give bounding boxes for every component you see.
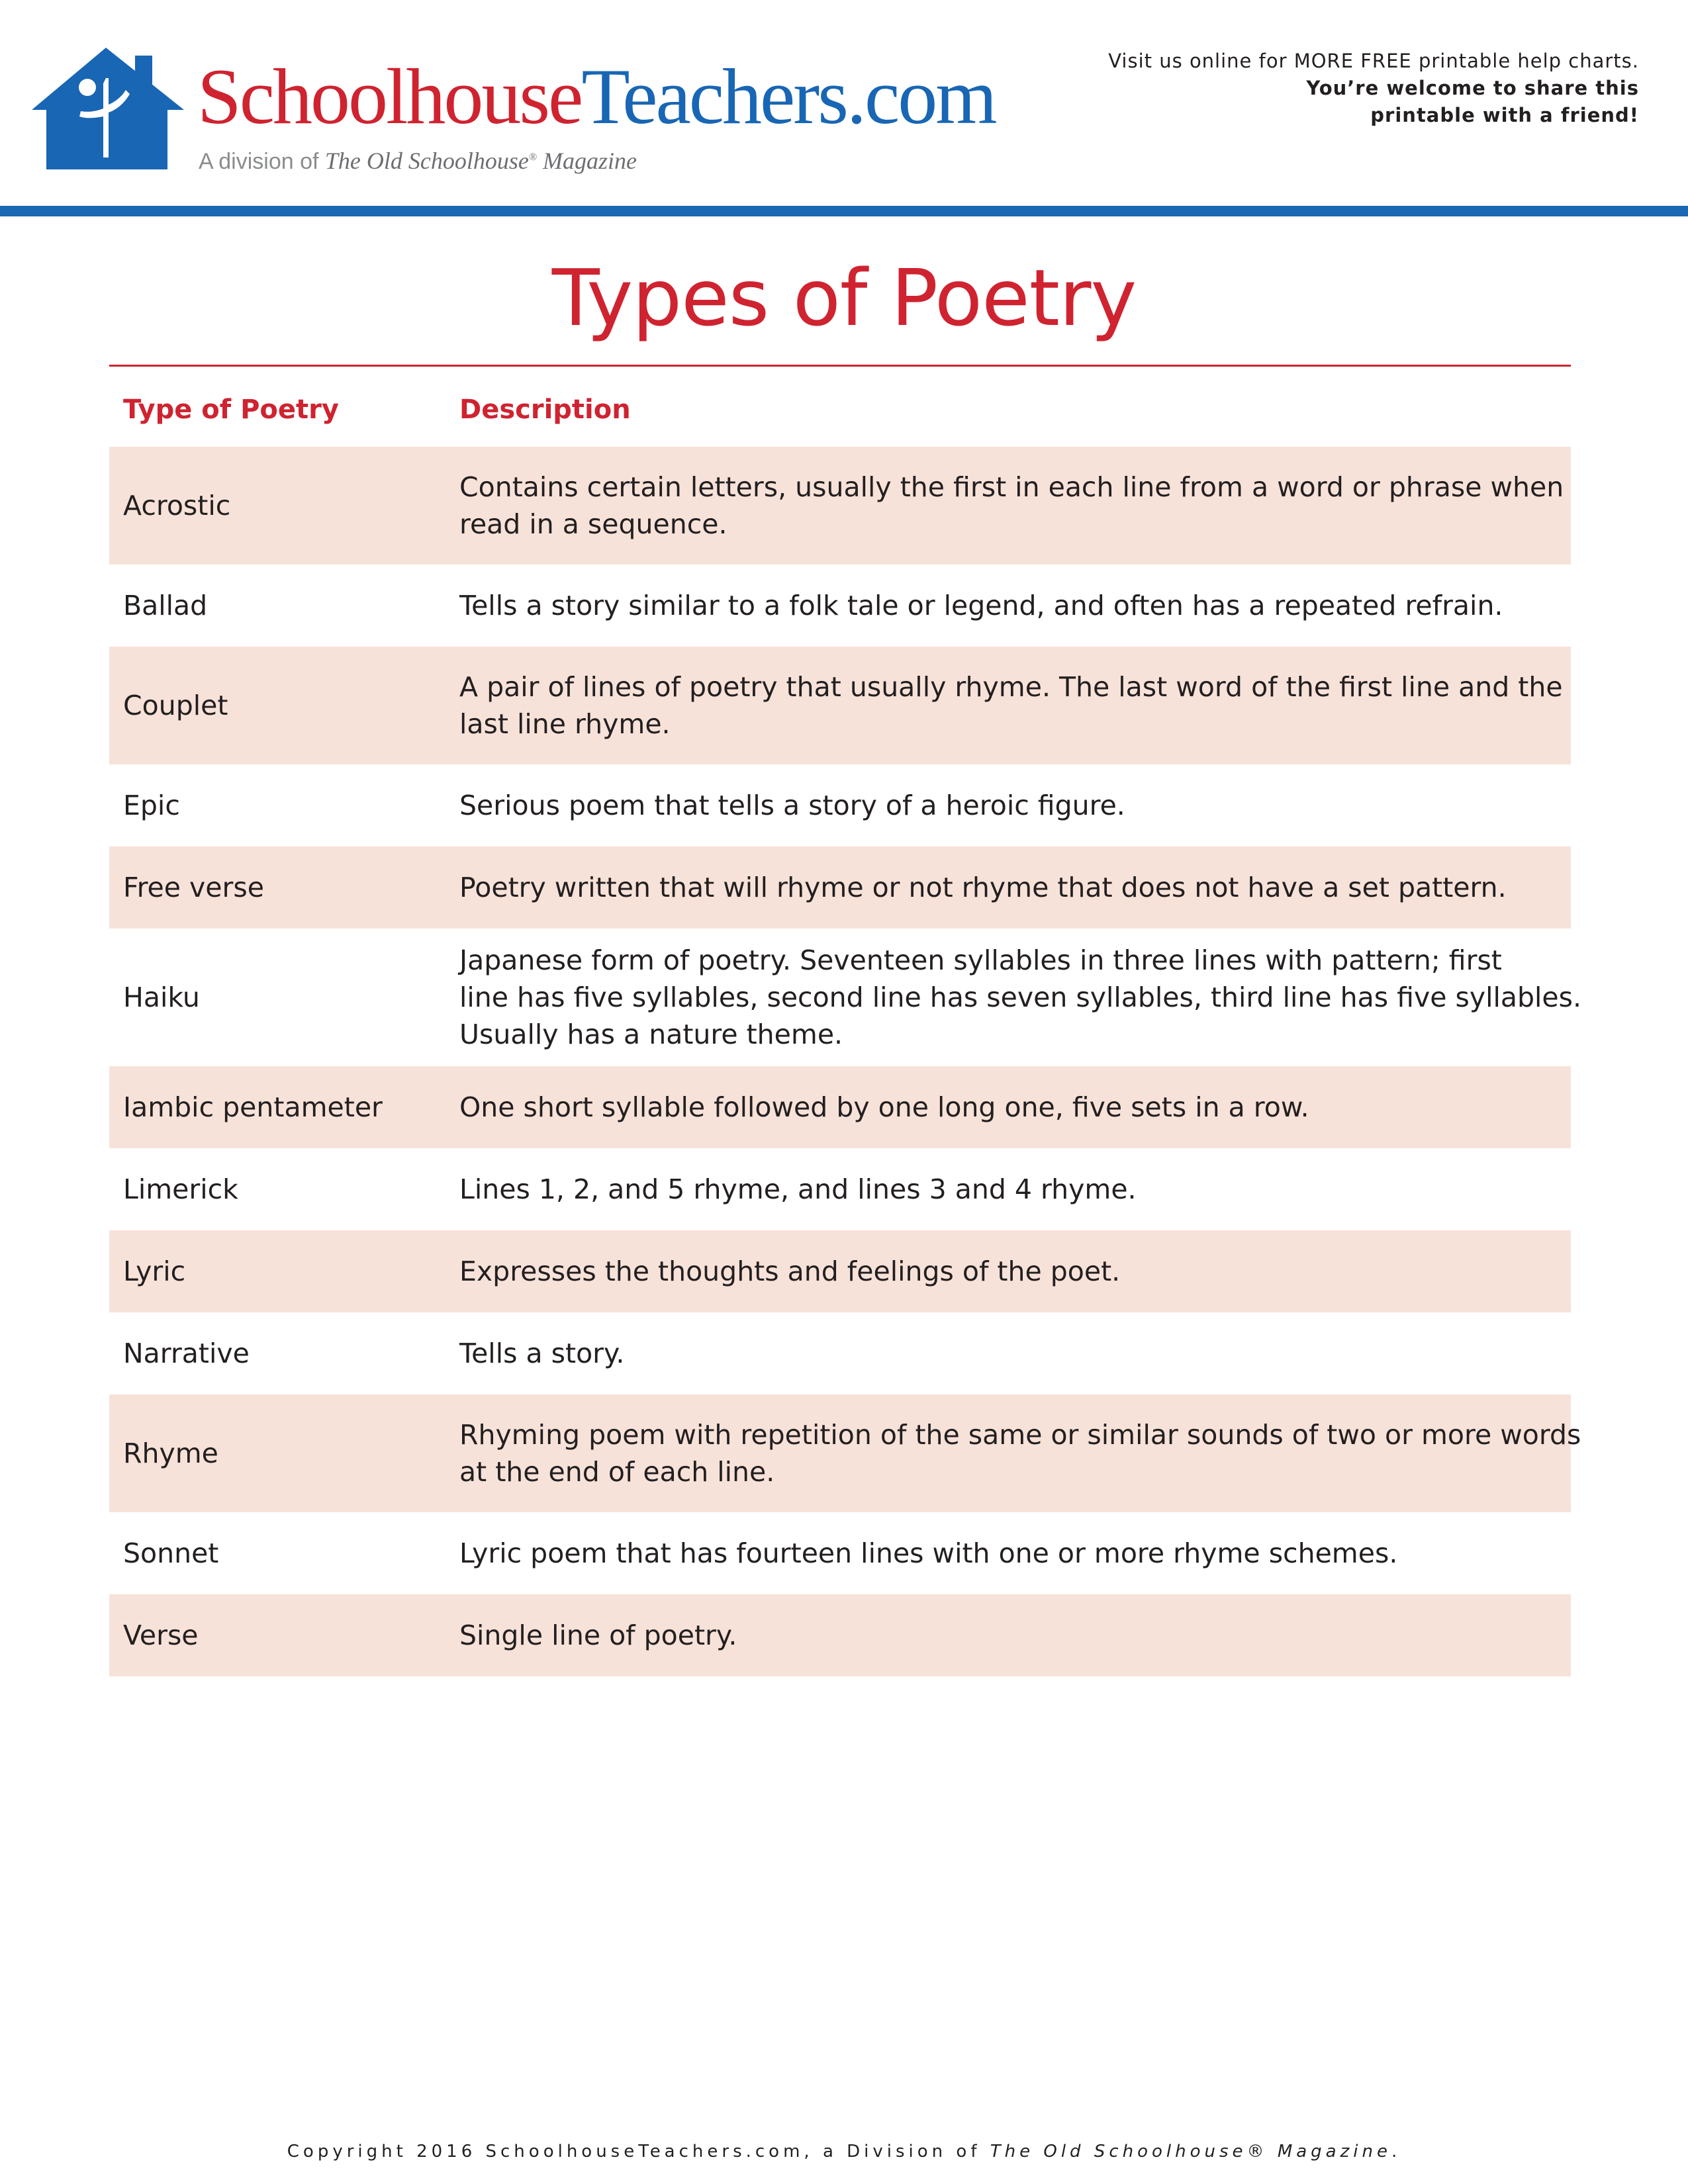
poetry-type-description [459,1089,1512,1126]
table-row [109,447,1571,565]
description-line: line has five syllables, second line has seven syllables, third line has five syllables. [459,981,1582,1013]
table-row [109,1312,1571,1394]
poetry-type-name: Narrative [123,1338,250,1369]
description-line: Japanese form of poetry. Seventeen syllables in three lines with pattern; first [459,944,1502,976]
description-line: Expresses the thoughts and feelings of the poet. [459,1255,1121,1287]
copyright-magazine: The Old Schoolhouse® Magazine [990,2142,1391,2161]
division-prefix: A division of [199,149,319,174]
poetry-type-name: Epic [123,790,180,821]
promo-line-1: Visit us online for MORE FREE printable help charts. [1108,50,1639,72]
poetry-type-description [459,1617,1512,1654]
poetry-type-name: Lyric [123,1255,186,1287]
poetry-type-description [459,1253,1512,1290]
title-divider [109,365,1571,367]
poetry-type-name: Rhyme [123,1437,218,1469]
poetry-type-description [459,587,1512,624]
brand-part-schoolhouse: Schoolhouse [197,52,582,140]
table-row [109,764,1571,846]
poetry-table [109,374,1582,1676]
brand-wordmark[interactable] [197,52,996,140]
table-body [109,447,1582,1676]
table-row [109,929,1582,1066]
poetry-type-name: Free verse [123,872,264,903]
poetry-type-description [459,942,1582,1053]
description-line: Lyric poem that has fourteen lines with one or more rhyme schemes. [459,1537,1398,1569]
poetry-type-name: Ballad [123,590,208,621]
poetry-type-description [459,787,1512,824]
division-magazine-name: The Old Schoolhouse [324,148,529,174]
poetry-type-description [459,1335,1512,1372]
copyright-footer [0,2140,1688,2163]
description-line: Rhyming poem with repetition of the same or similar sounds of two or more words [459,1419,1581,1451]
promo-text [1108,48,1639,129]
description-line: Contains certain letters, usually the first in each line from a word or phrase when [459,471,1564,503]
description-line: Serious poem that tells a story of a heroic figure. [459,790,1125,821]
poetry-type-description [459,869,1512,906]
description-line: Usually has a nature theme. [459,1019,843,1050]
poetry-type-description [459,1535,1512,1572]
poetry-type-description [459,668,1563,743]
poetry-type-description [459,1416,1581,1490]
division-magazine-suffix: Magazine [543,148,637,174]
table-row [109,565,1571,647]
description-line: at the end of each line. [459,1456,775,1488]
poetry-type-name: Verse [123,1619,199,1651]
column-header-description: Description [459,394,631,425]
description-line: A pair of lines of poetry that usually rhyme. The last word of the first line and the [459,671,1563,703]
copyright-prefix: Copyright 2016 SchoolhouseTeachers.com, a Division of [287,2142,981,2161]
poetry-type-name: Iambic pentameter [123,1091,383,1123]
schoolhouse-logo-icon [32,44,184,169]
table-row [109,846,1571,929]
table-row [109,1394,1581,1512]
description-line: Poetry written that will rhyme or not rhyme that does not have a set pattern. [459,872,1507,903]
brand-part-teachers: Teachers.com [581,52,996,140]
description-line: Single line of poetry. [459,1619,737,1651]
poetry-type-name: Haiku [123,981,200,1013]
division-magazine-title [325,148,637,174]
table-header [109,374,1571,447]
page-title: Types of Poetry [551,252,1137,343]
division-tagline [199,144,637,175]
description-line: One short syllable followed by one long one, five sets in a row. [459,1091,1309,1123]
description-line: read in a sequence. [459,508,727,540]
table-row [109,1148,1571,1230]
copyright-suffix: . [1391,2142,1401,2161]
description-line: Lines 1, 2, and 5 rhyme, and lines 3 and 4 rhyme. [459,1173,1137,1205]
table-row [109,647,1571,764]
poetry-type-name: Sonnet [123,1537,219,1569]
poetry-type-description [459,469,1564,543]
promo-line-3: printable with a friend! [1370,104,1639,126]
description-line: Tells a story. [459,1338,625,1369]
table-row [109,1512,1571,1594]
page-header [0,0,1688,218]
table-row [109,1594,1571,1676]
poetry-type-name: Couplet [123,690,228,721]
poetry-type-name: Limerick [123,1173,238,1205]
table-row [109,1066,1571,1148]
column-header-type: Type of Poetry [123,394,339,425]
poetry-type-name: Acrostic [123,490,231,522]
promo-line-2: You’re welcome to share this [1306,77,1639,99]
table-row [109,1230,1571,1312]
registered-mark: ® [528,152,538,163]
header-divider [0,206,1688,216]
description-line: Tells a story similar to a folk tale or legend, and often has a repeated refrain. [459,590,1503,621]
description-line: last line rhyme. [459,708,671,740]
poetry-type-description [459,1171,1512,1208]
